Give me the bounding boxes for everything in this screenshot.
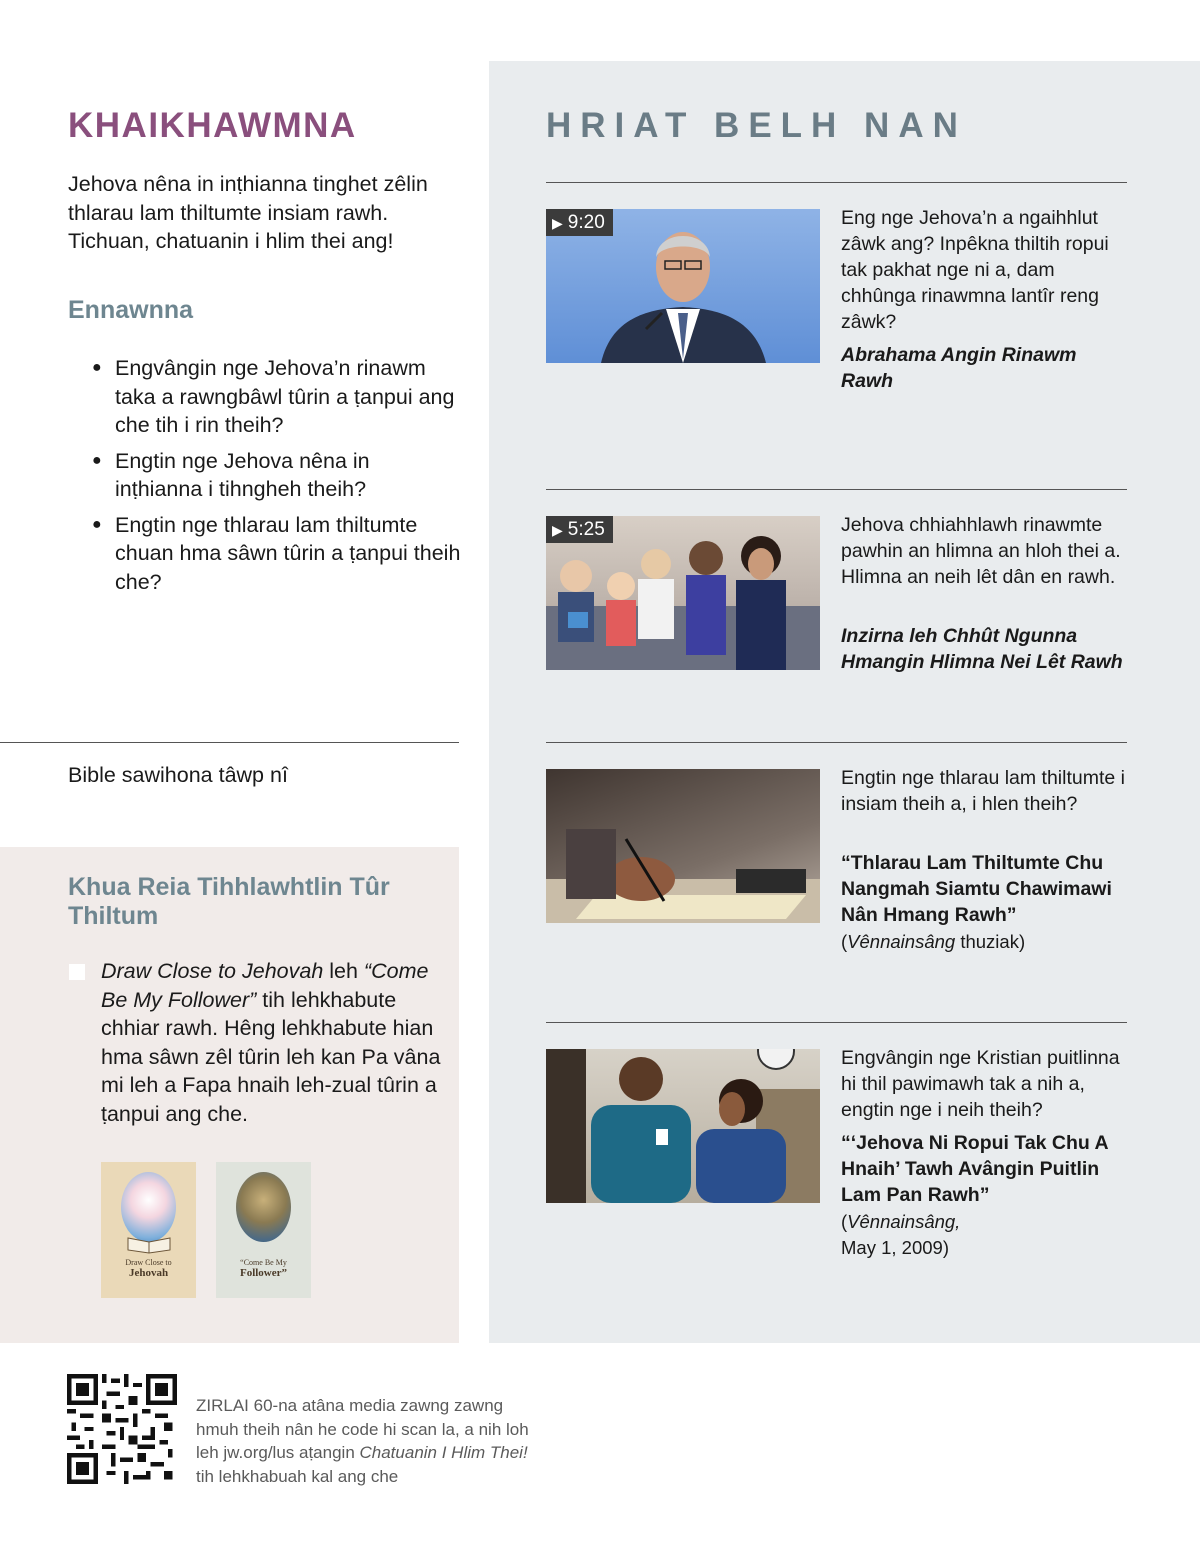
jesus-painting-image (236, 1172, 291, 1242)
item-description: Engvângin nge Kristian puitlinna hi thil pawimawh tak a nih a, engtin nge i neih theih? (841, 1047, 1120, 1121)
goal-text-connector: leh (323, 959, 364, 983)
bullet-icon: ● (92, 451, 102, 469)
summary-heading: KHAIKHAWMNA (68, 106, 357, 145)
qr-code[interactable] (67, 1374, 177, 1484)
video-duration: 9:20 (567, 212, 605, 233)
cover-title-small: Draw Close to (125, 1258, 172, 1267)
video-duration-badge (546, 209, 613, 236)
divider (546, 742, 1127, 743)
book-title-1: Draw Close to Jehovah (101, 959, 324, 983)
article-title-link[interactable]: “‘Jehova Ni Ropui Tak Chu A Hnaih’ Tawh Avângin Puitlin Lam Pan Rawh” (841, 1132, 1108, 1206)
item-description: Eng nge Jehova’n a ngaihhlut zâwk ang? Inpêkna thiltih ropui tak pakhat nge ni a, dam chhûnga rinawmna lantîr reng zâwk? (841, 207, 1109, 333)
review-item-text: Engtin nge thlarau lam thiltumte chuan hma sâwn tûrin a ṭanpui theih che? (115, 512, 461, 594)
magazine-name: Vênnainsâng, (847, 1211, 961, 1232)
footer-note (196, 1394, 546, 1488)
writing-goals-image (546, 769, 820, 923)
magazine-name: Vênnainsâng (847, 931, 956, 952)
review-item-text: Engvângin nge Jehova’n rinawm taka a rawngbâwl tûrin a ṭanpui ang che tih i rin theih? (115, 356, 455, 437)
article-source: (Vênnainsâng, May 1, 2009) (841, 1211, 961, 1258)
review-heading: Ennawnna (68, 296, 194, 324)
two-nurses-image (546, 1049, 820, 1203)
cover-title-big: Follower” (239, 1267, 288, 1279)
more-info-heading: HRIAT BELH NAN (546, 106, 967, 145)
source-rest: May 1, 2009) (841, 1237, 949, 1258)
goal-checkbox[interactable] (69, 964, 85, 980)
review-item (92, 447, 462, 504)
cover-title (103, 1258, 194, 1279)
video-duration-badge (546, 516, 613, 543)
article-image[interactable] (546, 1049, 820, 1203)
goal-text-rest: tih lehkhabute chhiar rawh. Hêng lehkhabute hian hma sâwn zêl tûrin leh kan Pa vâna mi leh a Fapa hnaih leh-zual tûrin a ṭanpui ang che. (101, 987, 441, 1126)
bible-study-end-date: Bible sawihona tâwp nî (68, 763, 288, 787)
divider (0, 742, 459, 743)
article-image[interactable] (546, 769, 820, 923)
book-cover-draw-close[interactable] (101, 1162, 196, 1298)
divider (546, 489, 1127, 490)
source-rest: thuziak) (955, 931, 1026, 952)
play-icon: ▶ (552, 215, 563, 231)
open-book-icon (126, 1232, 172, 1254)
divider (546, 182, 1127, 183)
video-thumbnail[interactable] (546, 516, 820, 670)
footer-text-2: tih lehkhabuah kal ang che (196, 1466, 399, 1486)
divider (546, 1022, 1127, 1023)
footer-text-1: ZIRLAI 60-na atâna media zawng zawng hmuh theih nân he code hi scan la, a nih loh leh jw.org/lus aṭangin (196, 1396, 529, 1462)
book-cover-follower[interactable] (216, 1162, 311, 1298)
video-title-link[interactable]: Inzirna leh Chhût Ngunna Hmangin Hlimna Nei Lêt Rawh (841, 625, 1123, 673)
cover-title-small: “Come Be My (240, 1258, 287, 1267)
article-source: (Vênnainsâng thuziak) (841, 931, 1026, 952)
review-item (92, 354, 462, 440)
summary-intro: Jehova nêna in inṭhianna tinghet zêlin thlarau lam thiltumte insiam rawh. Tichuan, chatuanin i hlim thei ang! (68, 172, 428, 253)
cover-title-big: Jehovah (128, 1267, 169, 1279)
review-list (92, 354, 462, 603)
article-title-link[interactable]: “Thlarau Lam Thiltumte Chu Nangmah Siamtu Chawimawi Nân Hmang Rawh” (841, 852, 1112, 926)
review-item (92, 511, 462, 597)
goal-text (101, 957, 451, 1128)
bullet-icon: ● (92, 515, 102, 533)
book-title-2: “Come Be My Follower” (101, 959, 429, 1012)
video-duration: 5:25 (567, 519, 605, 540)
review-item-text: Engtin nge Jehova nêna in inṭhianna i tihngheh theih? (115, 448, 370, 501)
item-description: Jehova chhiahhlawh rinawmte pawhin an hlimna an hloh thei a. Hlimna an neih lêt dân en rawh. (841, 514, 1121, 588)
cover-title (218, 1258, 309, 1279)
video-title-link[interactable]: Abrahama Angin Rinawm Rawh (841, 344, 1077, 392)
goal-heading: Khua Reia Tihhlawhtlin Tûr Thiltum (68, 873, 390, 930)
book-title-link[interactable]: Chatuanin I Hlim Thei! (359, 1443, 528, 1462)
play-icon: ▶ (552, 522, 563, 538)
video-thumbnail[interactable] (546, 209, 820, 363)
bullet-icon: ● (92, 359, 102, 376)
item-description: Engtin nge thlarau lam thiltumte i insiam theih a, i hlen theih? (841, 767, 1125, 815)
